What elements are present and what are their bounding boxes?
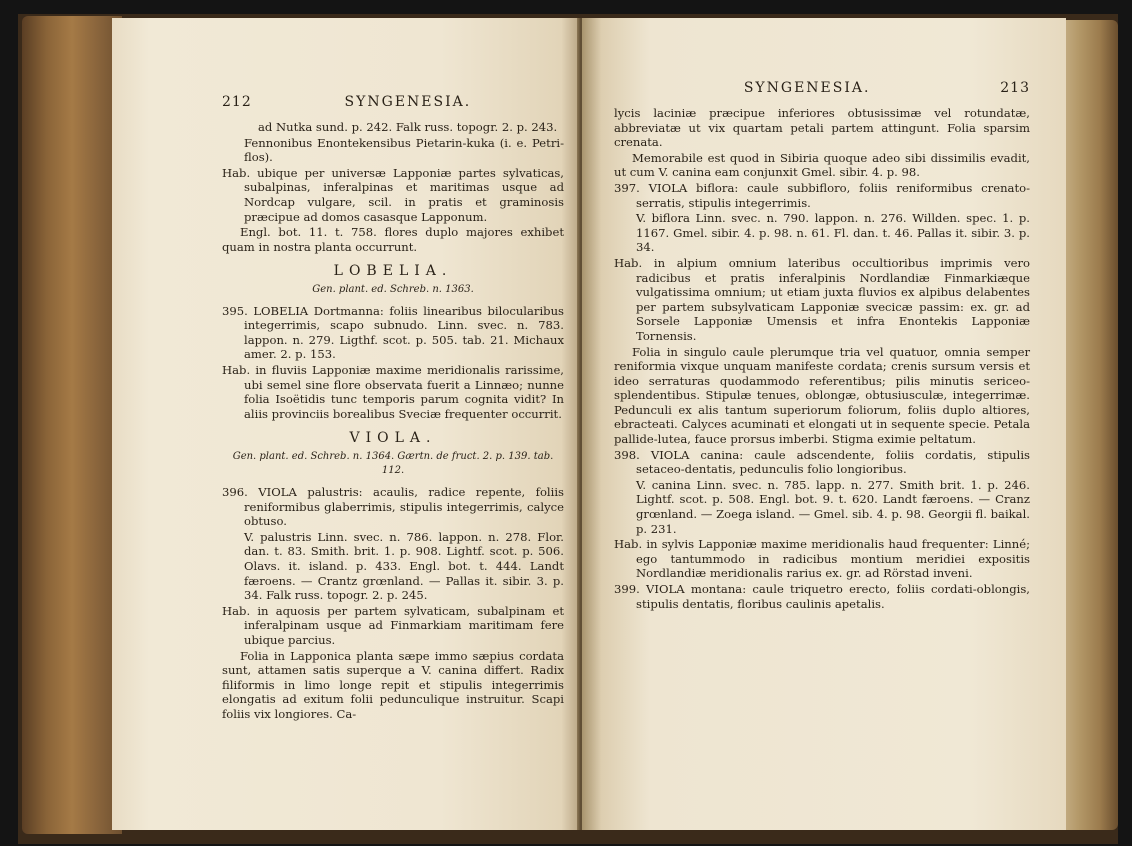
paragraph: ad Nutka sund. p. 242. Falk russ. topogr. 2. p. 243. [258,120,558,134]
right-page-text [614,106,1030,611]
right-page [582,18,1066,830]
left-page-text [222,120,564,722]
paragraph: 398. VIOLA canina: caule adscendente, foliis cordatis, stipulis setaceo-dentatis, pedunculis folio longioribus. [614,447,1030,477]
left-page [112,18,580,830]
right-page-number: 213 [1000,80,1030,96]
paragraph: lycis laciniæ præcipue inferiores obtusissimæ vel rotundatæ, abbreviatæ ut vix quartam petali partem attingunt. Folia sparsim crenata. [614,106,1030,150]
paragraph: 395. LOBELIA Dortmanna: foliis linearibus bilocularibus integerrimis, scapo subnudo. Linn. svec. n. 783. lappon. n. 279. Ligthf. scot. p. 505. tab. 21. Michaux amer. 2. p. 153. [222,303,564,362]
right-running-head [614,80,1030,96]
genus-reference-viola: Gen. plant. ed. Schreb. n. 1364. Gærtn. de fruct. 2. p. 139. tab. 112. [232,450,554,477]
paragraph: Hab. in alpium omnium lateribus occultioribus imprimis vero radicibus et pratis inferalpinis Nordlandiæ Finmarkiæque vulgatissima omnium; ut etiam juxta fluvios ex alpibus delabentes per partem subsylvaticam Lapponiæ svecicæ passim: ex. gr. ad Sorsele Lapponiæ Umensis et infra Enontekis Lapponiæ Tornensis. [614,255,1030,343]
right-page-edges [1058,20,1118,830]
paragraph: 397. VIOLA biflora: caule subbifloro, foliis reniformibus crenato-serratis, stipulis integerrimis. [614,180,1030,210]
left-block-2 [222,304,564,422]
paragraph: Hab. ubique per universæ Lapponiæ partes sylvaticas, subalpinas, inferalpinas et maritimas usque ad Nordcap vulgare, scil. in pratis et graminosis præcipue ad domos casasque Lapponum. [222,165,564,224]
paragraph: Engl. bot. 11. t. 758. flores duplo majores exhibet quam in nostra planta occurrunt. [222,225,564,254]
genus-heading-viola: VIOLA. [349,430,437,447]
left-page-number: 212 [222,94,252,110]
paragraph: V. palustris Linn. svec. n. 786. lappon. n. 278. Flor. dan. t. 83. Smith. brit. 1. p. 908. Lightf. scot. p. 506. Olavs. it. island. p. 433. Engl. bot. t. 444. Landt færoens. — Crantz grœnland. — Pallas it. sibir. 3. p. 34. Falk russ. topogr. 2. p. 245. [244,529,564,603]
paragraph: 396. VIOLA palustris: acaulis, radice repente, foliis reniformibus glaberrimis, stipulis integerrimis, calyce obtuso. [222,485,564,529]
paragraph: V. canina Linn. svec. n. 785. lapp. n. 277. Smith brit. 1. p. 246. Lightf. scot. p. 508. Engl. bot. 9. t. 620. Landt færoens. — Cranz grœnland. — Zoega island. — Gmel. sib. 4. p. 98. Georgii fl. baikal. p. 231. [636,477,1030,536]
left-running-title: SYNGENESIA. [344,94,472,110]
paragraph: Hab. in aquosis per partem sylvaticam, subalpinam et inferalpinam usque ad Finmarkiam maritimam fere ubique parcius. [222,603,564,647]
genus-heading-lobelia: LOBELIA. [333,263,453,280]
paragraph: Hab. in fluviis Lapponiæ maxime meridionalis rarissime, ubi semel sine flore observata fuerit a Linnæo; nunne folia Isoëtidis tunc temporis parum cognita vidit? In aliis provinciis borealibus Sveciæ frequenter occurrit. [222,362,564,421]
left-block-3 [222,485,564,722]
paragraph: Fennonibus Enontekensibus Pietarin-kuka (i. e. Petri-flos). [244,135,564,165]
paragraph: V. biflora Linn. svec. n. 790. lappon. n. 276. Willden. spec. 1. p. 1167. Gmel. sibir. 4. p. 98. n. 61. Fl. dan. t. 46. Pallas it. sibir. 3. p. 34. [636,211,1030,255]
right-block-1 [614,106,1030,611]
paragraph: Folia in Lapponica planta sæpe immo sæpius cordata sunt, attamen satis superque a V. canina differt. Radix filiformis in limo longe repit et stipulis integerrimis elongatis ad exitum folii pedunculique instruitur. Scapi foliis vix longiores. Ca- [222,648,564,721]
paragraph: Hab. in sylvis Lapponiæ maxime meridionalis haud frequenter: Linné; ego tantummodo in radicibus montium meridiei expositis Nordlandiæ meridionalis rarius ex. gr. ad Rörstad inveni. [614,537,1030,581]
left-block-1 [222,120,564,254]
paragraph: Memorabile est quod in Sibiria quoque adeo sibi dissimilis evadit, ut cum V. canina eam conjunxit Gmel. sibir. 4. p. 98. [614,150,1030,180]
genus-reference-lobelia: Gen. plant. ed. Schreb. n. 1363. [312,283,474,295]
right-running-title: SYNGENESIA. [743,80,871,96]
paragraph: 399. VIOLA montana: caule triquetro erecto, foliis cordati-oblongis, stipulis dentatis, floribus caulinis apetalis. [614,582,1030,611]
left-running-head [222,94,564,110]
paragraph: Folia in singulo caule plerumque tria vel quatuor, omnia semper reniformia vixque unquam manifeste cordata; crenis sursum versis et ideo serraturas quodammodo referentibus; pilis minutis sericeo-splendentibus. Stipulæ tenues, oblongæ, obtusiusculæ, integerrimæ. Pedunculi ex alis tantum superiorum foliorum, foliis duplo altiores, ebracteati. Calyces acuminati et elongati ut in sequente specie. Petala pallide-lutea, fauce prorsus imberbi. Stigma eximie peltatum. [614,344,1030,447]
left-page-edges [22,16,122,834]
